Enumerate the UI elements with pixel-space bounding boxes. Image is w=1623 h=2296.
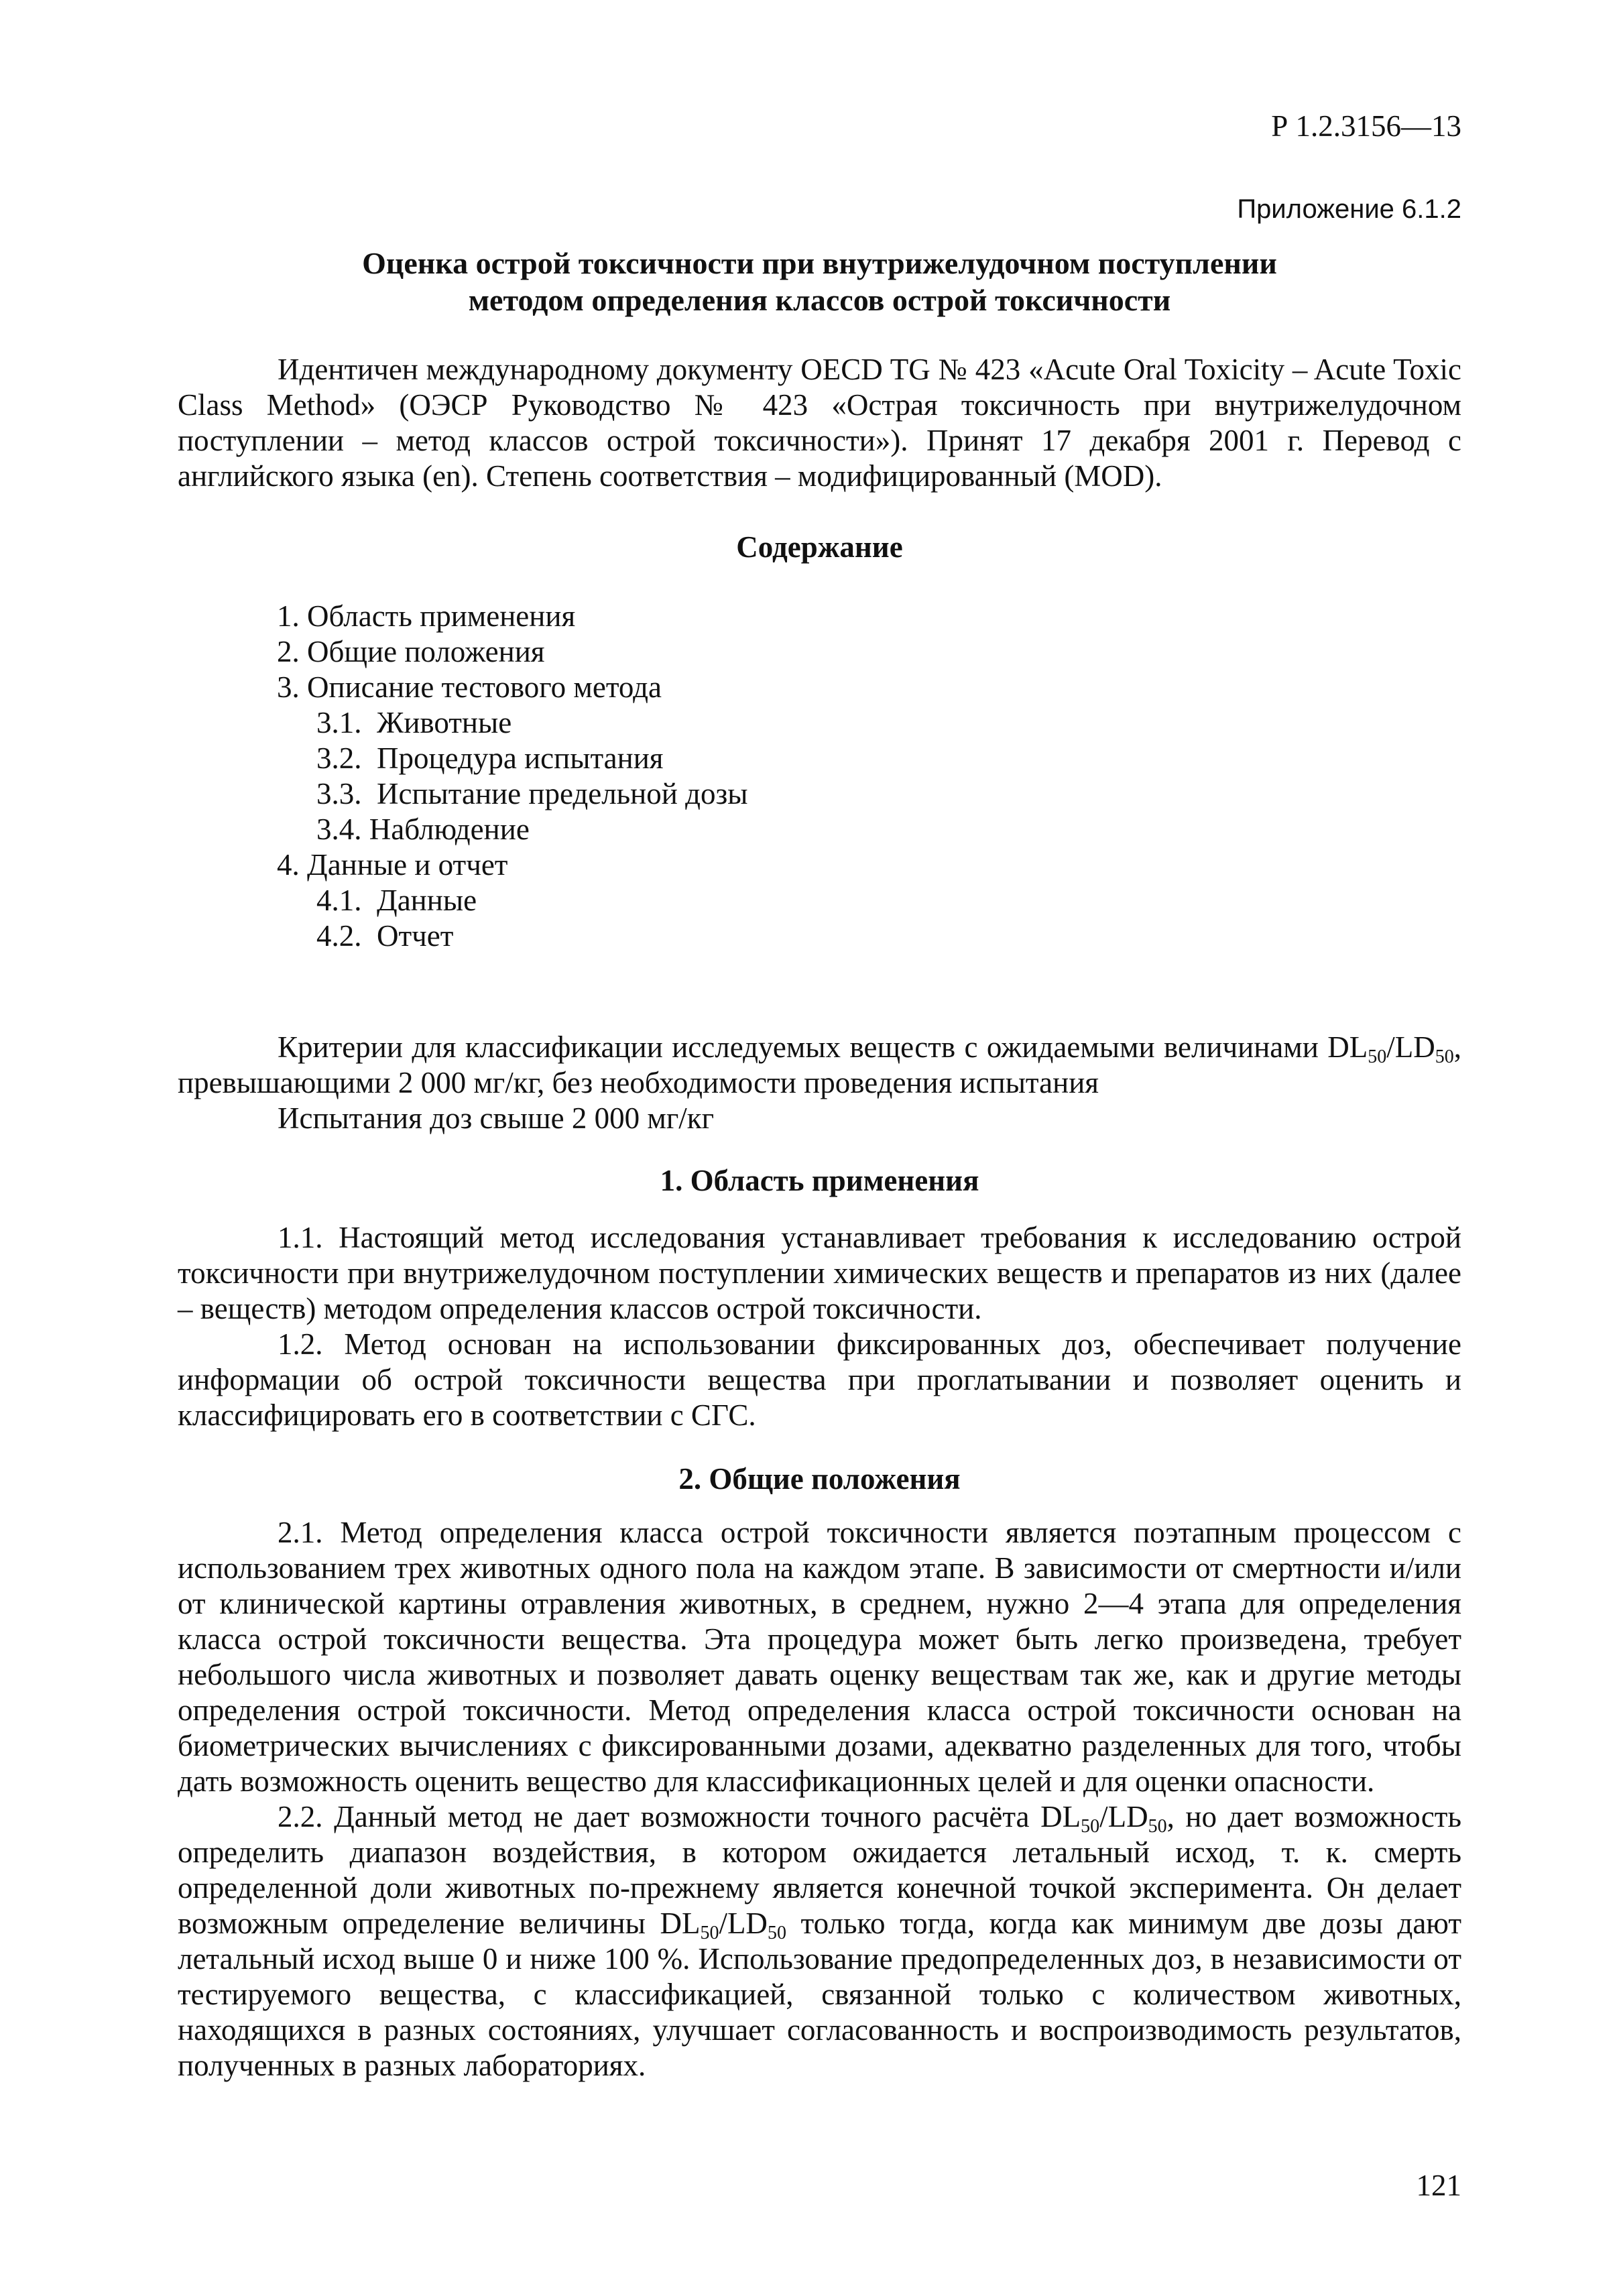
toc-subitem: 4.2. Отчет	[316, 919, 454, 953]
section-2-heading: 2. Общие положения	[678, 1462, 961, 1496]
section-2-paragraph-1: 2.1. Метод определения класса острой токсичности является поэтапным процессом с использованием трех животных одного пола на каждом этапе. В зависимости от смертности и/или от клинической картины отравления животных, в среднем, нужно 2—4 этапа для определения класса острой токсичности вещества. Эта процедура может быть легко произведена, требует небольшого числа животных и позволяет давать оценку веществам так же, как и другие методы определения острой токсичности. Метод определения класса острой токсичности основан на биометрических вычислениях с фиксированными дозами, адекватно разделенных для того, чтобы дать возможность оценить вещество для классификационных целей и для оценки опасности.	[178, 1516, 1461, 1798]
section-2-paragraph-2: 2.2. Данный метод не дает возможности точного расчёта $DL_{50}/LD_{50}$, но дает возможность определить диапазон воздействия, в котором ожидается летальный исход, т. к. смерть определенной доли животных по-прежнему является конечной точкой эксперимента. Он делает возможным определение величины $DL_{50}/LD_{50}$ только тогда, когда как минимум две дозы дают летальный исход выше 0 и ниже 100 %. Использование предопределенных доз, в независимости от тестируемого вещества, с классификацией, связанной только с количеством животных, находящихся в разных состояниях, улучшает согласованность и воспроизводимость результатов, полученных в разных лабораториях.	[178, 1800, 1461, 2082]
toc-item: 3. Описание тестового метода	[277, 670, 662, 704]
annex-tests: Испытания доз свыше 2 000 мг/кг	[278, 1101, 715, 1135]
toc-item: 4. Данные и отчет	[277, 848, 508, 882]
appendix-label: Приложение 6.1.2	[1237, 194, 1461, 224]
section-1-heading: 1. Область применения	[660, 1164, 979, 1197]
page-number: 121	[1416, 2169, 1461, 2202]
toc-subitem: 3.3. Испытание предельной дозы	[316, 777, 748, 810]
annex-block	[178, 1030, 1461, 1136]
toc-subitem: 3.1. Животные	[316, 706, 512, 739]
toc-subitem: 3.4. Наблюдение	[316, 812, 530, 846]
toc-subitem: 3.2. Процедура испытания	[316, 741, 664, 775]
annex-criteria: Критерии для классификации исследуемых веществ с ожидаемыми величинами $DL_{50}/LD_{50}$, превышающими 2 000 мг/кг, без необходимости проведения испытания	[178, 1030, 1461, 1099]
intro-block	[178, 352, 1461, 494]
toc-heading: Содержание	[736, 530, 903, 564]
document-code: Р 1.2.3156—13	[1271, 109, 1461, 143]
toc-item: 1. Область применения	[277, 599, 576, 633]
table-of-contents	[277, 599, 748, 954]
toc-subitem: 4.1. Данные	[316, 884, 477, 917]
section-2-body	[178, 1515, 1461, 2083]
document-title	[178, 245, 1461, 318]
title-line-2: методом определения классов острой токсичности	[468, 283, 1171, 317]
section-1-paragraph-1: 1.1. Настоящий метод исследования устанавливает требования к исследованию острой токсичности при внутрижелудочном поступлении химических веществ и препаратов из них (далее – веществ) методом определения классов острой токсичности.	[178, 1221, 1461, 1325]
toc-item: 2. Общие положения	[277, 635, 545, 668]
section-1-body	[178, 1220, 1461, 1433]
title-line-1: Оценка острой токсичности при внутрижелудочном поступлении	[362, 246, 1277, 280]
intro-paragraph: Идентичен международному документу OECD TG № 423 «Acute Oral Toxicity – Acute Toxic Class Method» (ОЭСР Руководство № 423 «Острая токсичность при внутрижелудочном поступлении – метод классов острой токсичности»). Принят 17 декабря 2001 г. Перевод с английского языка (en). Степень соответствия – модифицированный (MOD).	[178, 353, 1461, 493]
section-1-paragraph-2: 1.2. Метод основан на использовании фиксированных доз, обеспечивает получение информации об острой токсичности вещества при проглатывании и позволяет оценить и классифицировать его в соответствии с СГС.	[178, 1327, 1461, 1432]
